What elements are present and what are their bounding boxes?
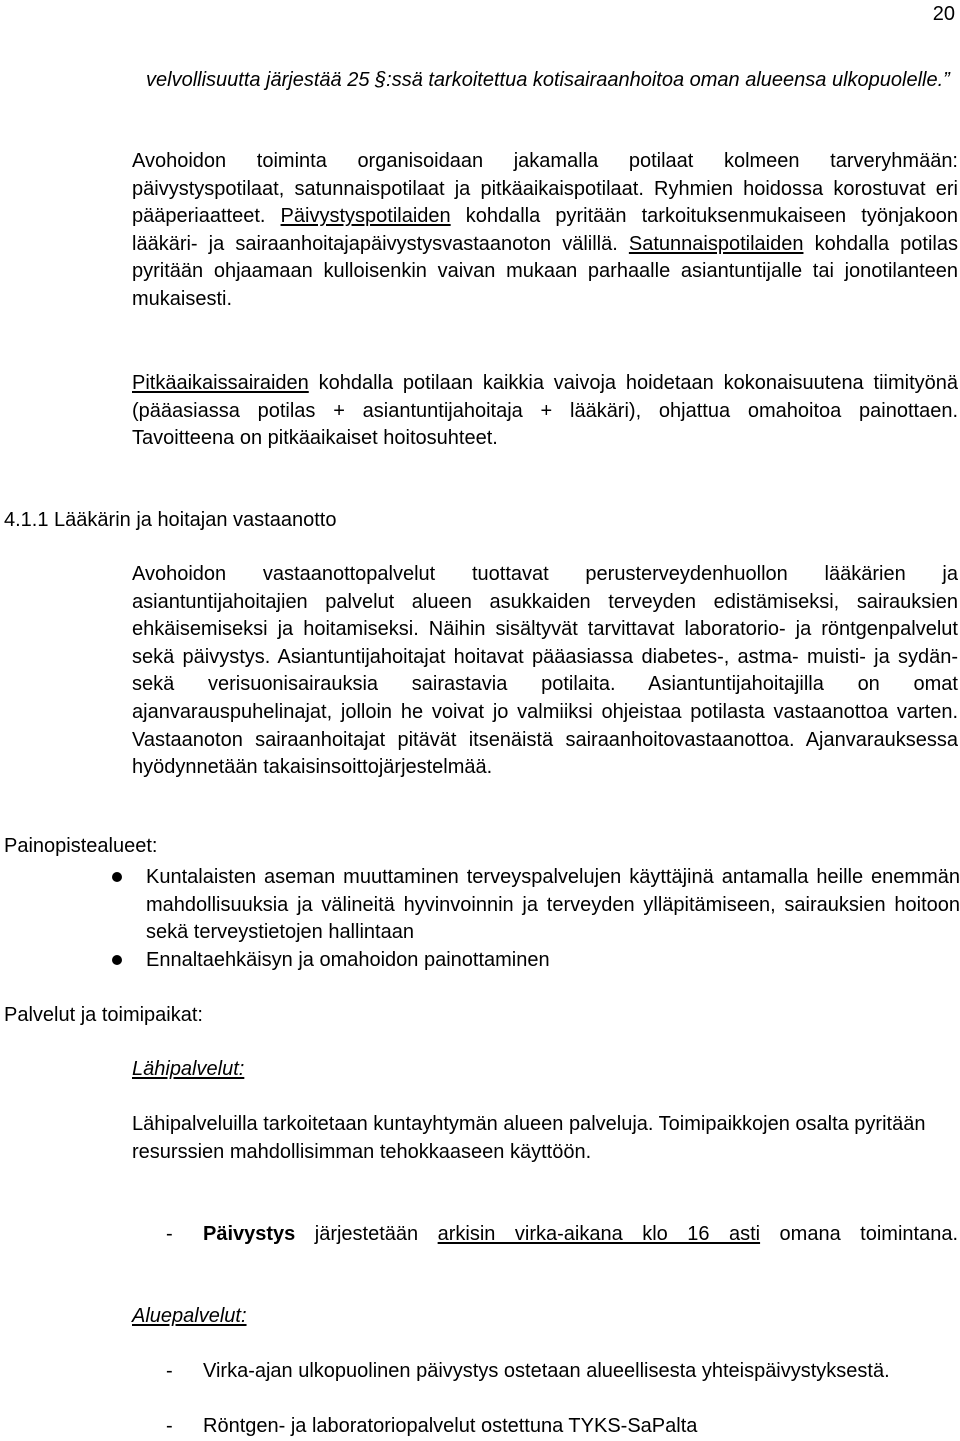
regional-services-heading: Aluepalvelut: — [132, 1305, 247, 1327]
focus-item-text: Ennaltaehkäisyn ja omahoidon painottaminen — [146, 948, 550, 971]
local-services-heading: Lähipalvelut: — [132, 1058, 245, 1080]
paragraph-pitka-text: kohdalla potilaan kaikkia vaivoja hoidetaan kokonaisuutena tiimityönä (pääasiassa potilas + asiantuntijahoitaja + lääkäri), ohjattua omahoitoa painottaen. Tavoitteena on pitkäaikaiset hoitosuhteet. — [132, 372, 958, 450]
term-pitkaaikaissairaat: Pitkäaikaissairaiden — [132, 372, 309, 394]
section-heading: 4.1.1 Lääkärin ja hoitajan vastaanotto — [4, 509, 337, 531]
local-services-paragraph: Lähipalveluilla tarkoitetaan kuntayhtymän alueen palveluja. Toimipaikkojen osalta pyritään resurssien mahdollisimman tehokkaaseen käyttöön. — [132, 1113, 926, 1163]
paragraph-pitkaaikaiset — [132, 370, 958, 453]
page-number: 20 — [932, 3, 955, 25]
term-satunnaispotilaat: Satunnaispotilaiden — [628, 232, 804, 255]
focus-heading: Painopistealueet: — [4, 835, 158, 857]
list-item — [108, 947, 960, 975]
dash-marker: - — [166, 1223, 173, 1245]
term-paivystys: Päivystys — [203, 1223, 296, 1245]
list-item — [166, 1413, 958, 1441]
list-item — [108, 864, 960, 947]
local-item-line1 — [203, 1221, 958, 1249]
dash-marker: - — [166, 1415, 173, 1437]
regional-item-text: Virka-ajan ulkopuolinen päivystys ostetaan alueellisesta yhteispäivystyksestä. — [203, 1360, 890, 1382]
focus-list — [108, 864, 960, 974]
local-item-body — [166, 1221, 958, 1249]
paragraph-vastaanotto: Avohoidon vastaanottopalvelut tuottavat perusterveydenhuollon lääkärien ja asiantuntijahoitajien palvelut alueen asukkaiden terveyden edistämiseksi, sairauksien ehkäisemiseksi ja hoitamiseksi. Näihin sisältyvät tarvittavat laboratorio- ja röntgenpalvelut sekä päivystys. Asiantuntijahoitajat hoitavat pääasiassa diabetes-, astma- muisti- ja sydän- sekä verisuonisairauksia sairastavia potilaita. Asiantuntijahoitajilla on omat ajanvarauspuhelinajat, jolloin he voivat jo valmiiksi ohjeistaa potilasta vastaanottoa varten. Vastaanoton sairaanhoitajat pitävät itsenäistä sairaanhoitovastaanottoa. Ajanvarauksessa hyödynnetään takaisinsoittojärjestelmää. — [132, 563, 958, 779]
paragraph-avohoito-text2: kohdalla pyritään tarkoituksenmukaiseen työnjakoon lääkäri- ja sairaanhoitajapäivystysvastaanoton välillä. — [132, 205, 958, 255]
list-item — [166, 1221, 958, 1249]
paragraph-avohoito-text1: Avohoidon toiminta organisoidaan jakamalla potilaat kolmeen tarveryhmään: päivystyspotilaat, satunnaispotilaat ja pitkäaikaispotilaat. Ryhmien hoidossa korostuvat eri pääperiaatteet. — [132, 150, 958, 228]
local-item-text2: omana toimintana. — [760, 1223, 958, 1245]
regional-item-text: Röntgen- ja laboratoriopalvelut ostettuna TYKS-SaPalta — [203, 1415, 698, 1437]
local-item-text1: järjestetään — [295, 1223, 438, 1245]
services-heading: Palvelut ja toimipaikat: — [4, 1004, 203, 1026]
local-item-hours: arkisin virka-aikana klo 16 asti — [437, 1223, 761, 1245]
dash-marker: - — [166, 1360, 173, 1382]
paragraph-avohoito — [132, 148, 958, 314]
paragraph-avohoito-text3: kohdalla potilas pyritään ohjaamaan kulloisenkin vaivan mukaan parhaalle asiantuntijalle tai jonotilanteen mukaisesti. — [132, 232, 958, 310]
list-item — [166, 1358, 958, 1386]
paragraph-quote-end: velvollisuutta järjestää 25 §:ssä tarkoitettua kotisairaanhoitoa oman alueensa ulkopuolelle.” — [146, 69, 950, 91]
focus-item-text: Kuntalaisten aseman muuttaminen terveyspalvelujen käyttäjinä antamalla heille enemmän mahdollisuuksia ja välineitä hyvinvoinnin ja terveyden ylläpitämiseen, sairauksien hoitoon sekä terveystietojen hallintaan — [146, 866, 960, 944]
term-paivystyspotilaat: Päivystyspotilaiden — [280, 205, 451, 228]
